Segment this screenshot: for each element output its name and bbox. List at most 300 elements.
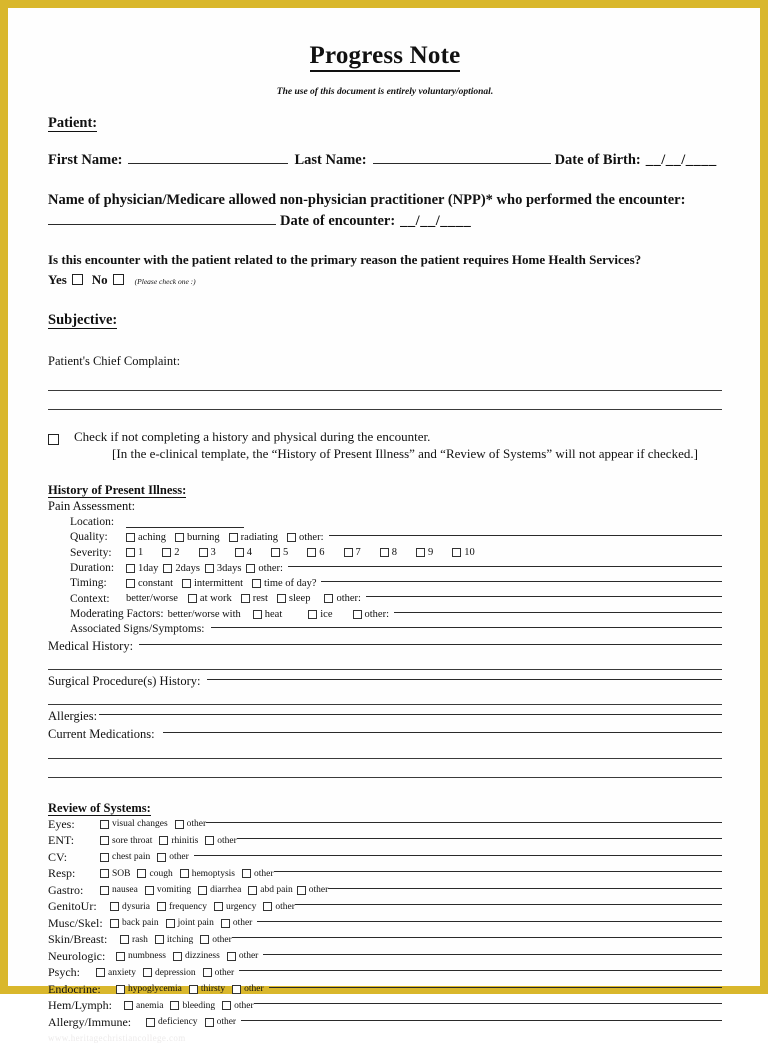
pain-duration-option-1day[interactable] [126, 562, 158, 575]
ros-row-gastro [48, 883, 722, 898]
checkbox-icon[interactable] [116, 952, 125, 961]
ros-psych-option-other[interactable] [203, 968, 235, 978]
checkbox-icon[interactable] [110, 919, 119, 928]
checkbox-icon[interactable] [205, 1018, 214, 1027]
pain-severity-option-3[interactable] [199, 546, 216, 559]
pain-moderating-option-ice[interactable] [308, 608, 332, 621]
option-label: anxiety [108, 967, 136, 978]
medical-history-label: Medical History: [48, 638, 134, 653]
ros-allergy-immune-option-deficiency[interactable] [146, 1017, 198, 1027]
ros-cv-option-chest-pain[interactable] [100, 852, 150, 862]
option-label: ice [320, 608, 333, 620]
ros-musc-skel-other-input[interactable] [257, 921, 722, 922]
option-label: anemia [136, 1000, 164, 1011]
checkbox-icon[interactable] [166, 919, 175, 928]
ros-row-cv [48, 850, 722, 865]
hpi-heading [48, 483, 722, 497]
option-label: other [234, 1000, 254, 1011]
pain-duration-option-other[interactable] [246, 562, 283, 575]
pain-duration-option-3days[interactable] [205, 562, 242, 575]
ros-skin-breast-other-input[interactable] [232, 937, 722, 938]
encounter-date-row [48, 211, 722, 230]
checkbox-icon[interactable] [380, 548, 389, 557]
checkbox-icon[interactable] [157, 902, 166, 911]
checkbox-icon[interactable] [163, 564, 172, 573]
checkbox-icon[interactable] [180, 869, 189, 878]
checkbox-icon[interactable] [175, 820, 184, 829]
ros-resp-option-sob[interactable] [100, 869, 130, 879]
patient-name-row [48, 150, 722, 169]
checkbox-icon[interactable] [229, 533, 238, 542]
ros-musc-skel-option-joint-pain[interactable] [166, 918, 214, 928]
medical-history-line-2[interactable] [48, 669, 722, 670]
ros-gastro-option-nausea[interactable] [100, 885, 138, 895]
option-label: other: [364, 608, 390, 620]
option-label: 9 [428, 547, 434, 559]
ros-neurologic-other-input[interactable] [263, 954, 722, 955]
subjective-heading-text: Subjective: [48, 311, 118, 328]
option-label: aching [138, 531, 166, 543]
checkbox-icon[interactable] [235, 548, 244, 557]
pain-associated-input[interactable] [211, 627, 723, 628]
surgical-history-input[interactable] [207, 679, 722, 680]
physician-prompt: Name of physician/Medicare allowed non-physician practitioner (NPP)* who performed the encounter: [48, 191, 686, 208]
ros-endocrine-option-hypoglycemia[interactable] [116, 984, 182, 994]
checkbox-icon[interactable] [155, 935, 164, 944]
patient-heading-text: Patient: [48, 114, 98, 131]
ros-hem-lymph-option-bleeding[interactable] [170, 1001, 215, 1011]
allergies-label: Allergies: [48, 708, 98, 723]
option-label: at work [199, 593, 232, 605]
checkbox-icon[interactable] [143, 968, 152, 977]
ros-row-allergy-immune [48, 1015, 722, 1030]
hpi-heading-text: History of Present Illness: [48, 483, 187, 498]
surgical-history-line-2[interactable] [48, 704, 722, 705]
ros-gastro-option-vomiting[interactable] [145, 885, 191, 895]
option-label: numbness [128, 951, 166, 962]
ros-psych-label: Psych: [48, 965, 81, 980]
physician-name-input[interactable] [48, 211, 276, 225]
ros-hem-lymph-option-anemia[interactable] [124, 1001, 163, 1011]
checkbox-icon[interactable] [200, 935, 209, 944]
checkbox-icon[interactable] [182, 579, 191, 588]
option-label: chest pain [112, 852, 151, 863]
option-label: 5 [283, 547, 289, 559]
ros-neurologic-option-dizziness[interactable] [173, 951, 220, 961]
ros-neurologic-option-other[interactable] [227, 951, 259, 961]
option-label: other [275, 901, 295, 912]
option-label: other [212, 934, 232, 945]
checkbox-icon[interactable] [416, 548, 425, 557]
ros-row-genitour [48, 899, 722, 914]
yes-checkbox[interactable] [72, 274, 83, 285]
ros-gastro-other-input[interactable] [328, 888, 722, 889]
checkbox-icon[interactable] [277, 594, 286, 603]
checkbox-icon[interactable] [242, 869, 251, 878]
option-label: rash [132, 934, 148, 945]
option-label: vomiting [156, 885, 192, 896]
option-label: other [217, 835, 237, 846]
document-subtitle: The use of this document is entirely voluntary/optional. [276, 86, 494, 97]
pain-quality-option-other[interactable] [287, 531, 324, 544]
option-label: frequency [168, 901, 207, 912]
checkbox-icon[interactable] [227, 952, 236, 961]
pain-severity-option-10[interactable] [452, 546, 475, 559]
pain-timing-option-intermittent[interactable] [182, 577, 243, 590]
ros-genitour-label: GenitoUr: [48, 899, 97, 914]
ros-row-musc-skel [48, 916, 722, 931]
option-label: joint pain [177, 918, 214, 929]
ros-genitour-option-other[interactable] [263, 902, 295, 912]
ros-skin-breast-option-itching[interactable] [155, 935, 193, 945]
ros-musc-skel-option-back-pain[interactable] [110, 918, 159, 928]
patient-section-heading [48, 115, 722, 132]
skip-history-note: [In the e-clinical template, the “History of Present Illness” and “Review of Systems” will not appear if checked.] [112, 445, 698, 461]
pain-location-input[interactable] [126, 516, 244, 528]
checkbox-icon[interactable] [232, 985, 241, 994]
checkbox-icon[interactable] [203, 968, 212, 977]
checkbox-icon[interactable] [221, 919, 230, 928]
encounter-date-input[interactable]: __/__/____ [400, 212, 472, 229]
checkbox-icon[interactable] [189, 985, 198, 994]
skip-history-label: Check if not completing a history and physical during the encounter. [74, 429, 431, 445]
ros-ent-other-input[interactable] [237, 838, 722, 839]
checkbox-icon[interactable] [170, 1001, 179, 1010]
chief-complaint-line-2[interactable] [48, 409, 722, 410]
option-label: urgency [225, 901, 257, 912]
checkbox-icon[interactable] [100, 869, 109, 878]
option-label: 7 [355, 547, 361, 559]
pain-timing-option-constant[interactable] [126, 577, 173, 590]
ros-hem-lymph-other-input[interactable] [254, 1003, 722, 1004]
skip-history-row [48, 429, 722, 445]
checkbox-icon[interactable] [157, 853, 166, 862]
option-label: other: [258, 562, 283, 574]
checkbox-icon[interactable] [120, 935, 129, 944]
pain-context-option-rest[interactable] [241, 592, 268, 605]
first-name-input[interactable] [128, 150, 288, 164]
pain-timing-other-input[interactable] [321, 581, 722, 582]
current-medications-line-3[interactable] [48, 777, 722, 778]
checkbox-icon[interactable] [126, 564, 135, 573]
dob-label: Date of Birth: [554, 152, 641, 169]
pain-row-location [70, 515, 722, 529]
ros-gastro-option-diarrhea[interactable] [198, 885, 241, 895]
checkbox-icon[interactable] [100, 886, 109, 895]
pain-row-quality [70, 530, 722, 544]
option-label: SOB [112, 868, 131, 879]
option-label: itching [166, 934, 194, 945]
pain-duration-other-input[interactable] [288, 566, 722, 567]
encounter-answer-row [48, 272, 722, 288]
checkbox-icon[interactable] [452, 548, 461, 557]
option-label: dizziness [185, 951, 220, 962]
checkbox-icon[interactable] [175, 533, 184, 542]
ros-genitour-option-urgency[interactable] [214, 902, 256, 912]
ros-gastro-option-abd-pain[interactable] [248, 885, 292, 895]
current-medications-row [48, 727, 722, 742]
pain-context-option-other[interactable] [324, 592, 361, 605]
pain-severity-option-5[interactable] [271, 546, 288, 559]
encounter-date-label: Date of encounter: [280, 212, 396, 229]
check-one-hint: (Please check one :) [134, 276, 196, 286]
pain-severity-option-4[interactable] [235, 546, 252, 559]
checkbox-icon[interactable] [263, 902, 272, 911]
pain-duration-label: Duration: [70, 561, 115, 574]
pain-quality-option-radiating[interactable] [229, 531, 278, 544]
skip-history-checkbox[interactable] [48, 434, 59, 445]
ros-skin-breast-option-rash[interactable] [120, 935, 148, 945]
checkbox-icon[interactable] [198, 886, 207, 895]
option-label: diarrhea [210, 885, 242, 896]
ros-resp-option-cough[interactable] [137, 869, 172, 879]
last-name-input[interactable] [373, 150, 551, 164]
checkbox-icon[interactable] [287, 533, 296, 542]
surgical-history-row [48, 674, 722, 689]
ros-hem-lymph-label: Hem/Lymph: [48, 998, 112, 1013]
ros-ent-option-rhinitis[interactable] [159, 836, 198, 846]
option-label: other [308, 885, 329, 896]
pain-associated-label: Associated Signs/Symptoms: [70, 623, 205, 636]
option-label: rhinitis [171, 835, 199, 846]
page-title [48, 42, 722, 70]
yes-label: Yes [48, 271, 67, 287]
checkbox-icon[interactable] [344, 548, 353, 557]
checkbox-icon[interactable] [248, 886, 257, 895]
pain-severity-option-2[interactable] [162, 546, 179, 559]
checkbox-icon[interactable] [324, 594, 333, 603]
ros-gastro-option-other[interactable] [297, 885, 329, 895]
option-label: other [186, 819, 207, 830]
pain-location-label: Location: [70, 515, 115, 528]
pain-row-context [70, 592, 722, 606]
ros-row-resp [48, 866, 722, 881]
ros-ent-option-sore-throat[interactable] [100, 836, 152, 846]
checkbox-icon[interactable] [246, 564, 255, 573]
pain-moderating-option-other[interactable] [353, 608, 390, 621]
option-label: hypoglycemia [128, 984, 182, 995]
pain-context-prefix [126, 592, 178, 605]
option-label: 2 [174, 547, 180, 559]
medical-history-input[interactable] [139, 644, 722, 645]
ros-eyes-other-input[interactable] [206, 822, 722, 823]
pain-severity-option-7[interactable] [344, 546, 361, 559]
ros-psych-option-depression[interactable] [143, 968, 196, 978]
option-label: 1 [138, 547, 144, 559]
current-medications-line-2[interactable] [48, 758, 722, 759]
pain-moderating-prefix [168, 608, 241, 621]
checkbox-icon[interactable] [241, 594, 250, 603]
checkbox-icon[interactable] [126, 579, 135, 588]
ros-endocrine-label: Endocrine: [48, 981, 101, 996]
pain-severity-option-1[interactable] [126, 546, 143, 559]
checkbox-icon[interactable] [271, 548, 280, 557]
pain-row-moderating-factors [70, 607, 722, 621]
pain-moderating-option-heat[interactable] [253, 608, 283, 621]
checkbox-icon[interactable] [222, 1001, 231, 1010]
option-label: dysuria [122, 901, 150, 912]
ros-neurologic-option-numbness[interactable] [116, 951, 166, 961]
checkbox-icon[interactable] [308, 610, 317, 619]
pain-severity-option-8[interactable] [380, 546, 397, 559]
pain-row-associated-signs [70, 622, 722, 636]
ros-allergy-immune-other-input[interactable] [241, 1020, 722, 1021]
checkbox-icon[interactable] [199, 548, 208, 557]
ros-row-skin-breast [48, 932, 722, 947]
checkbox-icon[interactable] [205, 836, 214, 845]
pain-severity-option-6[interactable] [307, 546, 324, 559]
checkbox-icon[interactable] [137, 869, 146, 878]
ros-resp-option-other[interactable] [242, 869, 274, 879]
pain-severity-option-9[interactable] [416, 546, 433, 559]
option-label: radiating [240, 531, 278, 543]
pain-duration-option-2days[interactable] [163, 562, 200, 575]
option-label: sore throat [112, 835, 153, 846]
pain-context-option-sleep[interactable] [277, 592, 311, 605]
pain-quality-other-input[interactable] [329, 535, 723, 536]
checkbox-icon[interactable] [214, 902, 223, 911]
ros-endocrine-option-other[interactable] [232, 984, 264, 994]
checkbox-icon[interactable] [100, 820, 109, 829]
checkbox-icon[interactable] [307, 548, 316, 557]
ros-heading [48, 801, 722, 815]
checkbox-icon[interactable] [353, 610, 362, 619]
ros-genitour-option-frequency[interactable] [157, 902, 207, 912]
checkbox-icon[interactable] [110, 902, 119, 911]
checkbox-icon[interactable] [188, 594, 197, 603]
ros-eyes-option-visual-changes[interactable] [100, 819, 168, 829]
ros-musc-skel-label: Musc/Skel: [48, 915, 103, 930]
ros-genitour-other-input[interactable] [295, 904, 722, 905]
allergies-row [48, 709, 722, 724]
option-label: deficiency [158, 1017, 198, 1028]
checkbox-icon[interactable] [173, 952, 182, 961]
ros-cv-other-input[interactable] [194, 855, 722, 856]
ros-resp-option-hemoptysis[interactable] [180, 869, 235, 879]
checkbox-icon[interactable] [100, 836, 109, 845]
checkbox-icon[interactable] [159, 836, 168, 845]
ros-cv-label: CV: [48, 849, 68, 864]
checkbox-icon[interactable] [252, 579, 261, 588]
checkbox-icon[interactable] [297, 886, 306, 895]
option-label: rest [252, 593, 268, 605]
option-label: 8 [391, 547, 397, 559]
option-label: 10 [464, 547, 475, 559]
ros-heading-text: Review of Systems: [48, 800, 151, 815]
checkbox-icon[interactable] [205, 564, 214, 573]
checkbox-icon[interactable] [253, 610, 262, 619]
checkbox-icon[interactable] [126, 548, 135, 557]
option-label: constant [138, 577, 173, 589]
option-label: 2days [175, 562, 200, 574]
option-label: other [169, 852, 189, 863]
option-label: abd pain [260, 885, 293, 896]
ros-endocrine-other-input[interactable] [269, 987, 722, 988]
first-name-label: First Name: [48, 152, 123, 169]
surgical-history-label: Surgical Procedure(s) History: [48, 673, 201, 688]
encounter-question-text: Is this encounter with the patient related to the primary reason the patient requires Home Health Services? [48, 252, 642, 268]
allergies-input[interactable] [99, 714, 722, 715]
checkbox-icon[interactable] [162, 548, 171, 557]
ros-gastro-label: Gastro: [48, 882, 84, 897]
ros-resp-other-input[interactable] [274, 871, 722, 872]
option-label: other [232, 918, 253, 929]
current-medications-label: Current Medications: [48, 726, 155, 741]
pain-context-other-input[interactable] [366, 596, 722, 597]
ros-neurologic-label: Neurologic: [48, 948, 106, 963]
option-label: cough [149, 868, 173, 879]
no-label: No [91, 271, 108, 287]
checkbox-icon[interactable] [100, 853, 109, 862]
ros-ent-option-other[interactable] [205, 836, 237, 846]
pain-row-duration [70, 561, 722, 575]
option-label: other: [336, 593, 361, 605]
prefix-label: better/worse [126, 593, 178, 605]
ros-psych-other-input[interactable] [239, 970, 722, 971]
ros-eyes-option-other[interactable] [175, 819, 207, 829]
option-label: time of day? [264, 577, 317, 589]
checkbox-icon[interactable] [116, 985, 125, 994]
pain-timing-option-time-of-day[interactable] [252, 577, 316, 590]
pain-row-severity [70, 546, 722, 560]
ros-row-hem-lymph [48, 998, 722, 1013]
page-watermark: www.heritagechristiancollege.com [48, 1032, 186, 1043]
option-label: other [253, 868, 274, 879]
ros-row-eyes [48, 817, 722, 832]
checkbox-icon[interactable] [126, 533, 135, 542]
ros-psych-option-anxiety[interactable] [96, 968, 136, 978]
document-sheet [8, 8, 760, 1043]
option-label: 4 [246, 547, 252, 559]
checkbox-icon[interactable] [145, 886, 154, 895]
ros-row-psych [48, 965, 722, 980]
option-label: hemoptysis [191, 868, 235, 879]
ros-allergy-immune-label: Allergy/Immune: [48, 1014, 132, 1029]
pain-assessment-label: Pain Assessment: [48, 498, 136, 513]
checkbox-icon[interactable] [146, 1018, 155, 1027]
current-medications-input[interactable] [163, 732, 722, 733]
ros-resp-label: Resp: [48, 866, 76, 881]
chief-complaint-line-1[interactable] [48, 390, 722, 391]
checkbox-icon[interactable] [124, 1001, 133, 1010]
ros-row-endocrine [48, 982, 722, 997]
ros-skin-breast-option-other[interactable] [200, 935, 232, 945]
medical-history-row [48, 639, 722, 654]
pain-quality-option-aching[interactable] [126, 531, 166, 544]
dob-input[interactable]: __/__/____ [645, 152, 717, 169]
subjective-heading [48, 312, 722, 329]
ros-row-ent [48, 833, 722, 848]
no-checkbox[interactable] [113, 274, 124, 285]
ros-skin-breast-label: Skin/Breast: [48, 932, 108, 947]
ros-musc-skel-option-other[interactable] [221, 918, 253, 928]
ros-endocrine-option-thirsty[interactable] [189, 984, 225, 994]
pain-moderating-label: Moderating Factors: [70, 608, 164, 621]
ros-cv-option-other[interactable] [157, 852, 189, 862]
ros-genitour-option-dysuria[interactable] [110, 902, 150, 912]
ros-allergy-immune-option-other[interactable] [205, 1017, 237, 1027]
pain-context-option-at-work[interactable] [188, 592, 232, 605]
option-label: back pain [122, 918, 159, 929]
option-label: other [214, 967, 235, 978]
ros-hem-lymph-option-other[interactable] [222, 1001, 254, 1011]
pain-moderating-other-input[interactable] [394, 612, 722, 613]
ros-eyes-label: Eyes: [48, 816, 75, 831]
checkbox-icon[interactable] [96, 968, 105, 977]
pain-quality-option-burning[interactable] [175, 531, 220, 544]
option-label: 3days [216, 562, 242, 574]
pain-timing-label: Timing: [70, 577, 107, 590]
